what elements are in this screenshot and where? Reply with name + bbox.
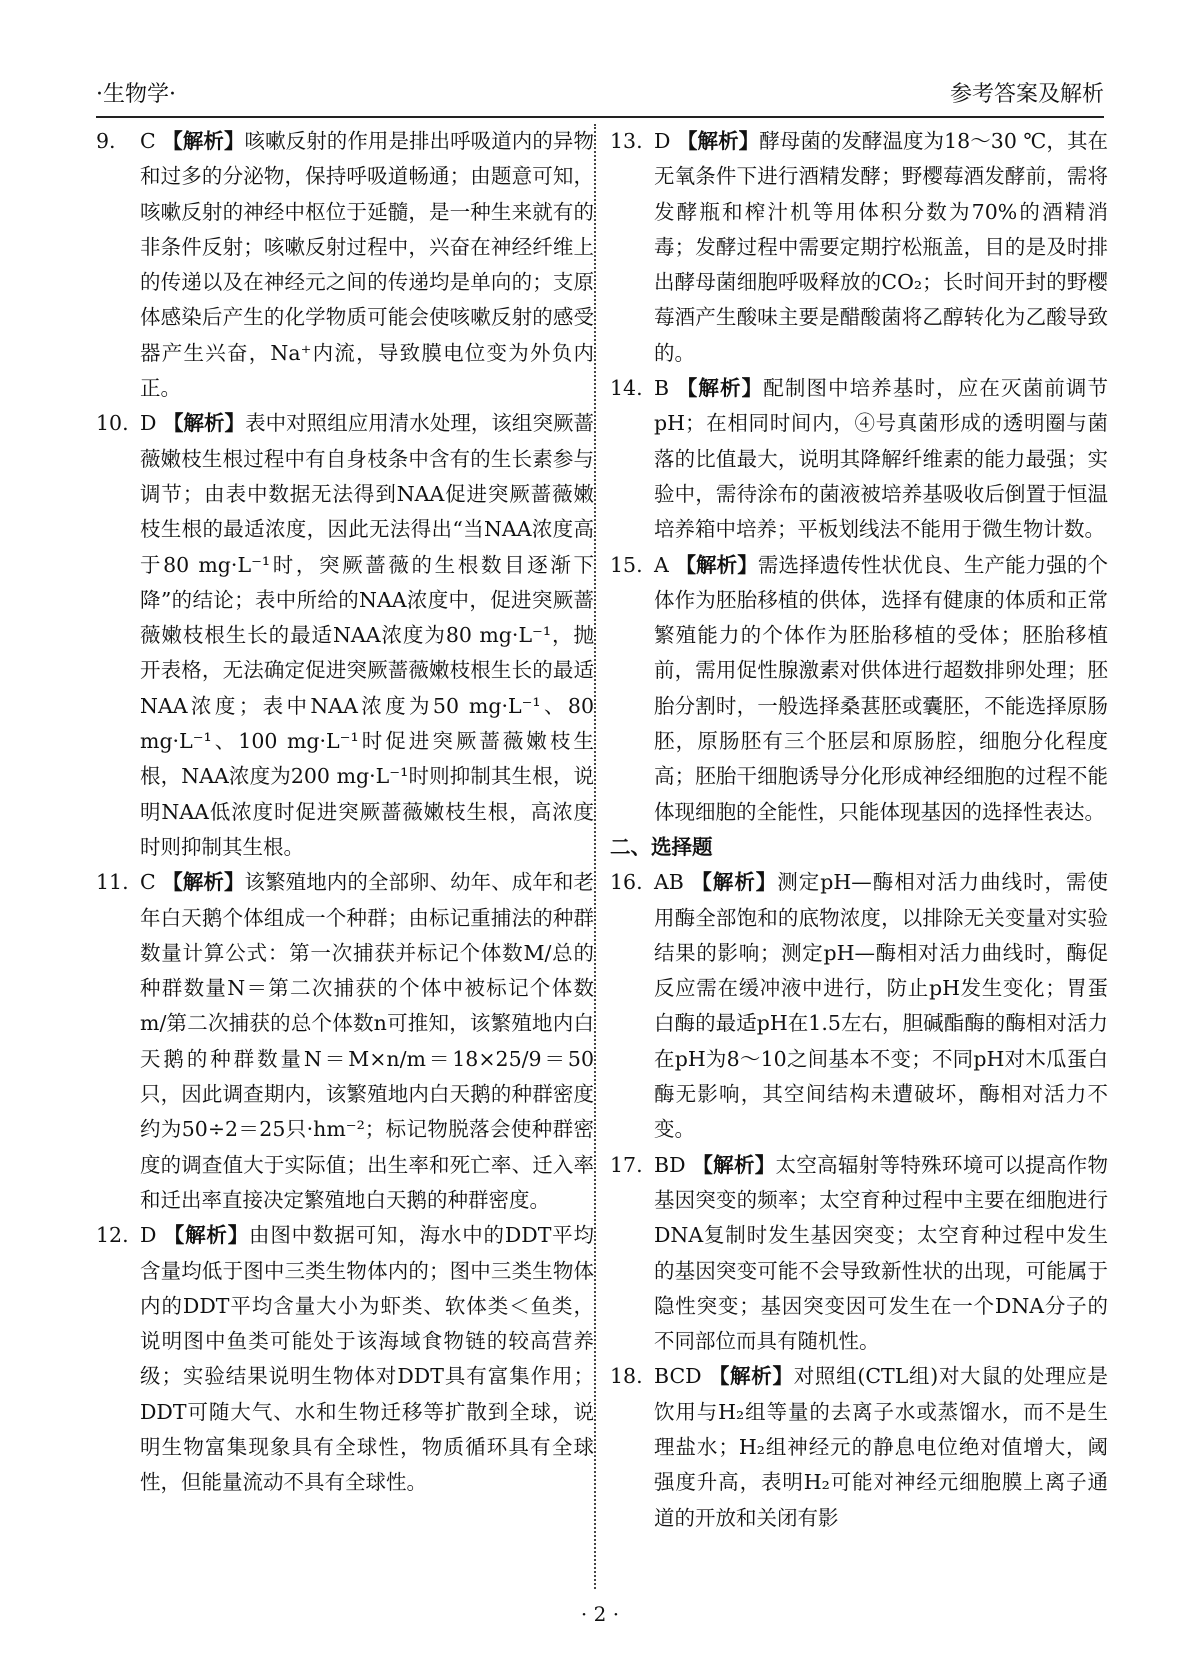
header-subject: ·生物学· [96, 82, 176, 107]
answer-item-12 [96, 1218, 594, 1500]
answer-item-10 [96, 406, 594, 865]
analysis-tag: 【解析】 [675, 552, 758, 577]
page-number: · 2 · [580, 1602, 620, 1626]
item-text: 太空高辐射等特殊环境可以提高作物基因突变的频率；太空育种过程中主要在细胞进行DNA复制时发生基因突变；太空育种过程中发生的基因突变可能不会导致新性状的出现，可能属于隐性突变；基因突变因可发生在一个DNA分子的不同部位而具有随机性。 [654, 1152, 1109, 1354]
item-body [654, 548, 1108, 830]
item-number: 17. [610, 1152, 643, 1177]
item-text: 该繁殖地内的全部卵、幼年、成年和老年白天鹅个体组成一个种群；由标记重捕法的种群数量计算公式：第一次捕获并标记个体数M/总的种群数量N＝第二次捕获的个体中被标记个体数m/第二次捕获的总个体数n可推知，该繁殖地内白天鹅的种群数量N＝M×n/m＝18×25/9＝50只，因此调查期内，该繁殖地内白天鹅的种群密度约为50÷2＝25只·hm⁻²；标记物脱落会使种群密度的调查值大于实际值；出生率和死亡率、迁入率和迁出率直接决定繁殖地白天鹅的种群密度。 [140, 870, 594, 1212]
answer-item-17 [610, 1148, 1108, 1360]
answer-item-18 [610, 1359, 1108, 1535]
item-body [654, 1359, 1108, 1535]
answer-item-11 [96, 865, 594, 1218]
item-text: 表中对照组应用清水处理，该组突厥蔷薇嫩枝生根过程中有自身枝条中含有的生长素参与调节；由表中数据无法得到NAA促进突厥蔷薇嫩枝生根的最适浓度，因此无法得出“当NAA浓度高于80 mg·L⁻¹时，突厥蔷薇的生根数目逐渐下降”的结论；表中所给的NAA浓度中，促进突厥蔷薇嫩枝根生长的最适NAA浓度为80 mg·L⁻¹，抛开表格，无法确定促进突厥蔷薇嫩枝根生长的最适NAA浓度；表中NAA浓度为50 mg·L⁻¹、80 mg·L⁻¹、100 mg·L⁻¹时促进突厥蔷薇嫩枝生根，NAA浓度为200 mg·L⁻¹时则抑制其生根，说明NAA低浓度时促进突厥蔷薇嫩枝生根，高浓度时则抑制其生根。 [140, 411, 594, 859]
item-answer: BCD [654, 1364, 702, 1389]
right-column [610, 124, 1108, 1536]
item-body [140, 865, 594, 1218]
item-body [654, 865, 1108, 1147]
item-body [654, 371, 1108, 547]
item-answer: D [140, 411, 157, 436]
item-text: 由图中数据可知，海水中的DDT平均含量均低于图中三类生物体内的；图中三类生物体内的DDT平均含量大小为虾类、软体类＜鱼类，说明图中鱼类可能处于该海域食物链的较高营养级；实验结果说明生物体对DDT具有富集作用；DDT可随大气、水和生物迁移等扩散到全球，说明生物富集现象具有全球性，物质循环具有全球性，但能量流动不具有全球性。 [140, 1223, 595, 1495]
analysis-tag: 【解析】 [163, 1223, 250, 1248]
item-body [140, 406, 594, 865]
item-text: 需选择遗传性状优良、生产能力强的个体作为胚胎移植的供体，选择有健康的体质和正常繁殖能力的个体作为胚胎移植的受体；胚胎移植前，需用促性腺激素对供体进行超数排卵处理；胚胎分割时，一般选择桑葚胚或囊胚，不能选择原肠胚，原肠胚有三个胚层和原肠腔，细胞分化程度高；胚胎干细胞诱导分化形成神经细胞的过程不能体现细胞的全能性，只能体现基因的选择性表达。 [654, 552, 1109, 824]
analysis-tag: 【解析】 [162, 411, 246, 436]
answer-item-16 [610, 865, 1108, 1147]
item-number: 18. [610, 1364, 643, 1389]
header-title: 参考答案及解析 [949, 82, 1104, 107]
item-answer: D [654, 129, 671, 153]
item-number: 9. [96, 129, 116, 153]
item-answer: D [140, 1223, 157, 1248]
item-number: 14. [610, 376, 643, 401]
item-answer: B [654, 376, 670, 401]
answer-item-15 [610, 548, 1108, 830]
item-text: 配制图中培养基时，应在灭菌前调节pH；在相同时间内，④号真菌形成的透明圈与菌落的比值最大，说明其降解纤维素的能力最强；实验中，需待涂布的菌液被培养基吸收后倒置于恒温培养箱中培养；平板划线法不能用于微生物计数。 [654, 376, 1108, 542]
item-number: 12. [96, 1223, 129, 1248]
item-body [140, 1218, 594, 1500]
section-title: 二、选择题 [610, 834, 713, 859]
item-text: 测定pH—酶相对活力曲线时，需使用酶全部饱和的底物浓度，以排除无关变量对实验结果的影响；测定pH—酶相对活力曲线时，酶促反应需在缓冲液中进行，防止pH发生变化；胃蛋白酶的最适pH在1.5左右，胆碱酯酶的酶相对活力在pH为8～10之间基本不变；不同pH对木瓜蛋白酶无影响，其空间结构未遭破坏，酶相对活力不变。 [654, 870, 1109, 1142]
column-divider [594, 124, 596, 1589]
item-number: 15. [610, 552, 643, 577]
analysis-tag: 【解析】 [676, 376, 764, 401]
answer-item-9 [96, 124, 594, 406]
analysis-tag: 【解析】 [162, 870, 245, 895]
item-text: 对照组(CTL组)对大鼠的处理应是饮用与H₂组等量的去离子水或蒸馏水，而不是生理盐水；H₂组神经元的静息电位绝对值增大，阈强度升高，表明H₂可能对神经元细胞膜上离子通道的开放和关闭有影 [654, 1364, 1108, 1530]
analysis-tag: 【解析】 [708, 1364, 794, 1389]
answer-item-13 [610, 124, 1108, 371]
item-body [654, 124, 1108, 371]
item-answer: C [140, 129, 156, 153]
item-answer: A [654, 552, 669, 577]
item-answer: AB [654, 870, 684, 895]
analysis-tag: 【解析】 [692, 1152, 776, 1177]
item-body [140, 124, 594, 406]
page-header [96, 72, 1104, 118]
analysis-tag: 【解析】 [677, 129, 760, 153]
item-number: 16. [610, 870, 643, 895]
item-body [654, 1148, 1108, 1360]
left-column [96, 124, 594, 1501]
item-number: 13. [610, 129, 643, 153]
item-number: 10. [96, 411, 129, 436]
analysis-tag: 【解析】 [691, 870, 778, 895]
item-answer: BD [654, 1152, 686, 1177]
item-answer: C [140, 870, 156, 895]
item-text: 咳嗽反射的作用是排出呼吸道内的异物和过多的分泌物，保持呼吸道畅通；由题意可知，咳嗽反射的神经中枢位于延髓，是一种生来就有的非条件反射；咳嗽反射过程中，兴奋在神经纤维上的传递以及在神经元之间的传递均是单向的；支原体感染后产生的化学物质可能会使咳嗽反射的感受器产生兴奋，Na⁺内流，导致膜电位变为外负内正。 [140, 129, 594, 401]
item-text: 酵母菌的发酵温度为18～30 ℃，其在无氧条件下进行酒精发酵；野樱莓酒发酵前，需将发酵瓶和榨汁机等用体积分数为70%的酒精消毒；发酵过程中需要定期拧松瓶盖，目的是及时排出酵母菌细胞呼吸释放的CO₂；长时间开封的野樱莓酒产生酸味主要是醋酸菌将乙醇转化为乙酸导致的。 [654, 129, 1108, 365]
item-number: 11. [96, 870, 129, 895]
answer-item-14 [610, 371, 1108, 547]
analysis-tag: 【解析】 [162, 129, 245, 153]
